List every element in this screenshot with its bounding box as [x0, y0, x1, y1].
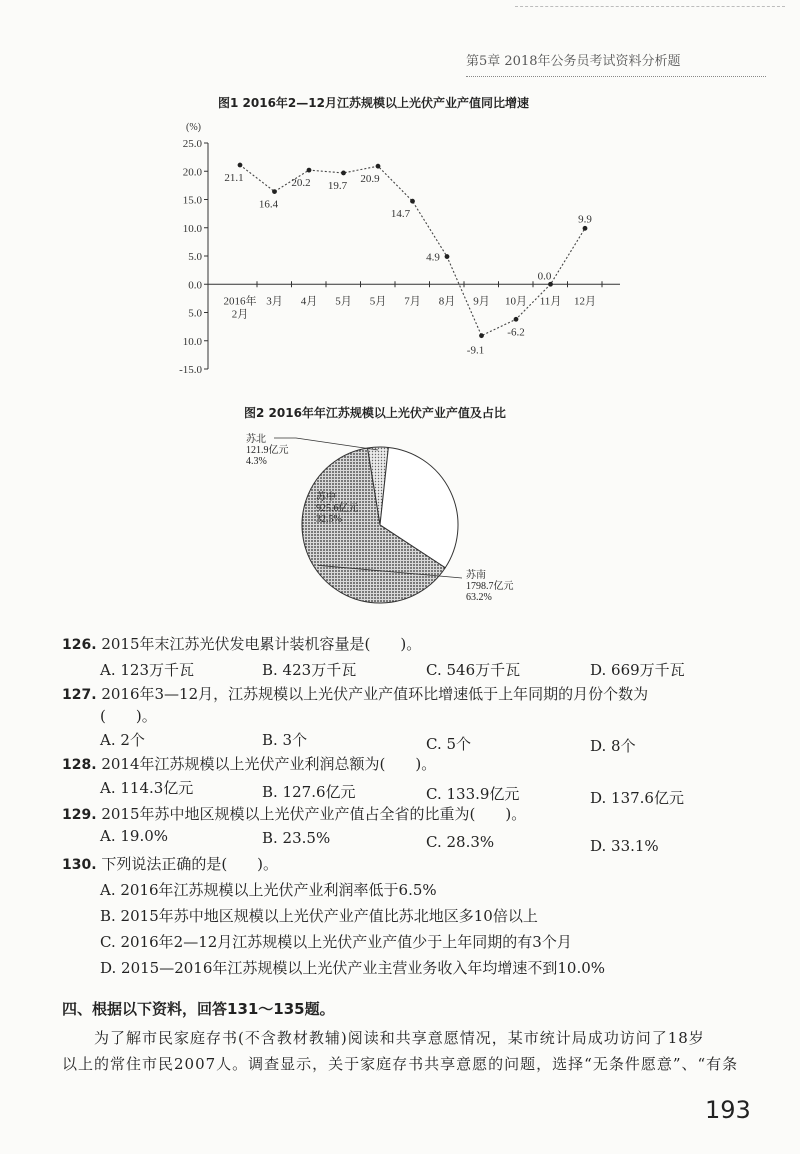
question-number: 126.: [62, 637, 97, 653]
paragraph-line-1: 为了解市民家庭存书(不含教材教辅)阅读和共享意愿情况，某市统计局成功访问了18岁: [94, 1029, 705, 1047]
x-tick-label: 2月: [231, 308, 249, 321]
pie-label: 苏北: [246, 434, 266, 445]
option-c: C. 133.9亿元: [426, 785, 520, 803]
option-d: D. 137.6亿元: [590, 789, 684, 807]
x-tick-label: 5月: [335, 295, 352, 308]
x-tick-label: 12月: [574, 295, 596, 308]
data-point: [272, 189, 277, 194]
series-line: [240, 165, 585, 339]
pie-label: 苏南: [466, 570, 486, 581]
statement-c: C. 2016年2—12月江苏规模以上光伏产业产值少于上年同期的有3个月: [100, 933, 572, 951]
data-point: [514, 317, 519, 322]
option-c: C. 5个: [426, 735, 472, 753]
option-d: D. 8个: [590, 737, 636, 755]
x-tick-label: 8月: [438, 295, 456, 308]
question-number: 130.: [62, 857, 97, 873]
x-tick-label: 5月: [369, 295, 387, 308]
question-text: 2015年苏中地区规模以上光伏产业产值占全省的比重为( )。: [101, 805, 527, 823]
y-tick-label: 20.0: [182, 166, 202, 179]
data-point: [479, 333, 484, 338]
x-tick-label: 3月: [266, 295, 283, 308]
y-tick-label: -15.0: [179, 364, 202, 376]
data-label: 14.7: [390, 208, 411, 221]
x-tick-label: 11月: [539, 295, 562, 308]
data-label: 21.1: [224, 172, 244, 185]
question-text-continued: ( )。: [100, 707, 157, 725]
top-rule: [515, 6, 785, 7]
y-tick-label: 10.0: [182, 222, 202, 235]
statement-b: B. 2015年苏中地区规模以上光伏产业产值比苏北地区多10倍以上: [100, 907, 538, 925]
y-tick-label: 25.0: [182, 138, 202, 150]
pie-label: 925.6亿元: [316, 503, 359, 514]
data-label: 20.9: [360, 173, 380, 186]
data-label: 0.0: [537, 270, 552, 283]
header-rule: [466, 76, 766, 77]
x-tick-label: 7月: [404, 295, 421, 308]
data-point: [410, 199, 415, 204]
y-unit-label: (%): [186, 122, 201, 133]
question-text: 2016年3—12月，江苏规模以上光伏产业产值环比增速低于上年同期的月份个数为: [101, 685, 649, 703]
option-b: B. 127.6亿元: [262, 783, 356, 801]
paragraph-line-2: 以上的常住市民2007人。调查显示，关于家庭存书共享意愿的问题，选择“无条件愿意”、“有条: [62, 1055, 739, 1073]
question-number: 129.: [62, 807, 97, 823]
x-tick-label: 2016年: [223, 295, 257, 308]
question-130: [62, 853, 762, 874]
figure2-title: 图2 2016年年江苏规模以上光伏产业产值及占比: [244, 406, 506, 420]
data-point: [376, 164, 381, 169]
pie-label: 32.5%: [316, 514, 342, 525]
pie-label: 苏中: [316, 492, 336, 503]
data-label: -9.1: [466, 344, 485, 357]
data-point: [341, 171, 346, 176]
pie-label: 1798.7亿元: [466, 581, 514, 592]
data-label: 19.7: [327, 179, 348, 192]
option-a: A. 114.3亿元: [100, 779, 194, 797]
question-129: [62, 803, 762, 824]
data-point: [445, 254, 450, 259]
x-tick-label: 9月: [473, 295, 490, 308]
section-heading: 四、根据以下资料，回答131～135题。: [62, 1000, 335, 1018]
data-label: -6.2: [507, 326, 525, 339]
y-tick-label: 10.0: [182, 335, 202, 348]
y-tick-label: 15.0: [182, 194, 202, 207]
question-text: 2015年末江苏光伏发电累计装机容量是( )。: [101, 635, 422, 653]
question-127: [62, 683, 762, 704]
option-d: D. 669万千瓦: [590, 661, 685, 679]
data-label: 4.9: [426, 251, 440, 264]
pie-label: 63.2%: [466, 592, 492, 603]
figure2-pie-chart: [230, 420, 560, 630]
data-label: 9.9: [578, 213, 592, 226]
y-tick-label: 5.0: [188, 251, 202, 263]
question-number: 127.: [62, 687, 97, 703]
option-b: B. 23.5%: [262, 829, 331, 847]
data-point: [238, 163, 243, 168]
statement-a: A. 2016年江苏规模以上光伏产业利润率低于6.5%: [100, 881, 437, 899]
figure1-title: 图1 2016年2—12月江苏规模以上光伏产业产值同比增速: [218, 96, 529, 110]
option-c: C. 546万千瓦: [426, 661, 521, 679]
y-tick-label: 5.0: [188, 307, 202, 320]
data-label: 20.2: [291, 177, 311, 190]
statement-d: D. 2015—2016年江苏规模以上光伏产业主营业务收入年均增速不到10.0%: [100, 959, 606, 977]
question-128: [62, 753, 762, 774]
leader-line: [274, 438, 378, 450]
option-a: A. 2个: [100, 731, 145, 749]
data-point: [583, 226, 588, 231]
option-c: C. 28.3%: [426, 833, 495, 851]
option-b: B. 423万千瓦: [262, 661, 357, 679]
x-tick-label: 10月: [505, 295, 527, 308]
question-126: [62, 633, 762, 654]
option-b: B. 3个: [262, 731, 308, 749]
option-a: A. 123万千瓦: [100, 661, 194, 679]
data-point: [307, 168, 312, 173]
option-a: A. 19.0%: [100, 827, 169, 845]
question-text: 2014年江苏规模以上光伏产业利润总额为( )。: [101, 755, 437, 773]
pie-label: 4.3%: [246, 456, 267, 467]
figure1-line-chart: [160, 118, 640, 388]
page-number: 193: [705, 1096, 751, 1124]
option-d: D. 33.1%: [590, 837, 659, 855]
pie-label: 121.9亿元: [246, 445, 289, 456]
data-point: [548, 282, 553, 287]
running-header: 第5章 2018年公务员考试资料分析题: [466, 54, 681, 69]
question-number: 128.: [62, 757, 97, 773]
x-tick-label: 4月: [300, 295, 318, 308]
question-text: 下列说法正确的是( )。: [101, 855, 279, 873]
data-label: 16.4: [258, 198, 279, 211]
y-tick-label: 0.0: [188, 279, 202, 292]
